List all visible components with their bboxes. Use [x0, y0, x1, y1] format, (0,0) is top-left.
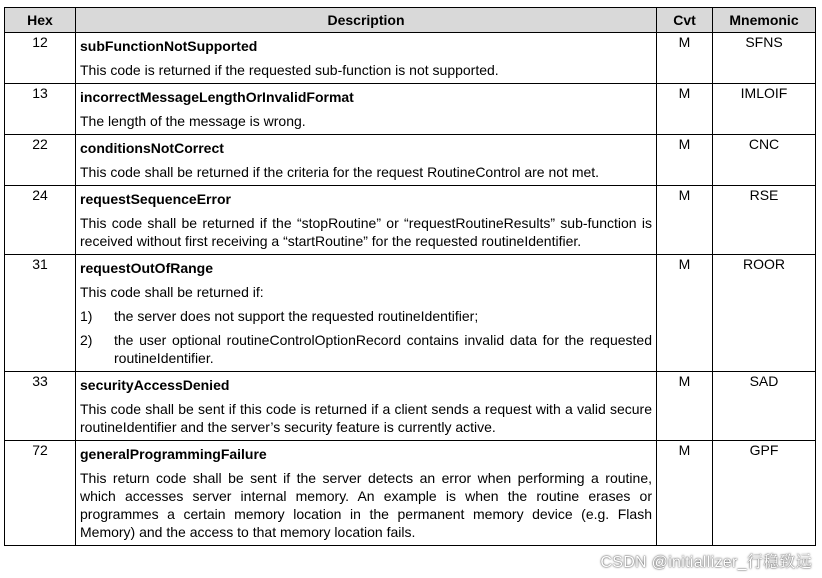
code-name: requestSequenceError [80, 191, 231, 207]
hex-cell: 31 [5, 255, 76, 372]
code-name: incorrectMessageLengthOrInvalidFormat [80, 89, 354, 105]
watermark: CSDN @initiallizer_行稳致远 [600, 554, 812, 571]
header-description: Description [76, 8, 657, 33]
code-name: securityAccessDenied [80, 377, 230, 393]
mnemonic-cell: IMLOIF [713, 84, 816, 135]
mnemonic-cell: GPF [713, 441, 816, 546]
description-cell [76, 135, 657, 186]
description-cell [76, 441, 657, 546]
mnemonic-cell: CNC [713, 135, 816, 186]
table-row [5, 135, 816, 186]
hex-cell: 72 [5, 441, 76, 546]
cvt-cell: M [657, 255, 713, 372]
description-cell [76, 84, 657, 135]
nrc-table [4, 7, 816, 546]
table-row [5, 84, 816, 135]
code-description: This return code shall be sent if the server detects an error when performing a routine, which accesses server internal memory. An example is when the routine erases or programmes a certain memory location in the permanent memory device (e.g. Flash Memory) and the access to that memory location fails. [80, 470, 652, 540]
header-row [5, 8, 816, 33]
mnemonic-cell: ROOR [713, 255, 816, 372]
description-cell [76, 255, 657, 372]
cvt-cell: M [657, 441, 713, 546]
cvt-cell: M [657, 135, 713, 186]
header-mnemonic: Mnemonic [713, 8, 816, 33]
mnemonic-cell: RSE [713, 186, 816, 255]
cvt-cell: M [657, 186, 713, 255]
list-item-text: the server does not support the requested routineIdentifier; [114, 308, 479, 324]
code-name: generalProgrammingFailure [80, 446, 267, 462]
hex-cell: 12 [5, 33, 76, 84]
cvt-cell: M [657, 84, 713, 135]
list-item-number: 2) [80, 332, 93, 348]
header-hex: Hex [5, 8, 76, 33]
description-cell [76, 372, 657, 441]
table-row [5, 255, 816, 372]
header-cvt: Cvt [657, 8, 713, 33]
code-description: This code is returned if the requested sub-function is not supported. [80, 62, 499, 78]
table-row [5, 372, 816, 441]
code-description: This code shall be returned if: [80, 284, 264, 300]
table-row [5, 186, 816, 255]
mnemonic-cell: SAD [713, 372, 816, 441]
code-description: This code shall be sent if this code is returned if a client sends a request with a valid secure routineIdentifier and the server’s security feature is currently active. [80, 401, 652, 435]
description-cell [76, 186, 657, 255]
code-name: requestOutOfRange [80, 260, 214, 276]
list-item [80, 331, 652, 367]
code-name: conditionsNotCorrect [80, 140, 224, 156]
list-item [80, 307, 652, 325]
mnemonic-cell: SFNS [713, 33, 816, 84]
hex-cell: 22 [5, 135, 76, 186]
table-row [5, 33, 816, 84]
table-row [5, 441, 816, 546]
code-name: subFunctionNotSupported [80, 38, 258, 54]
cvt-cell: M [657, 33, 713, 84]
code-description: This code shall be returned if the criteria for the request RoutineControl are not met. [80, 164, 600, 180]
cvt-cell: M [657, 372, 713, 441]
hex-cell: 13 [5, 84, 76, 135]
code-description: The length of the message is wrong. [80, 113, 306, 129]
hex-cell: 33 [5, 372, 76, 441]
list-item-number: 1) [80, 308, 93, 324]
description-cell [76, 33, 657, 84]
hex-cell: 24 [5, 186, 76, 255]
list-item-text: the user optional routineControlOptionRecord contains invalid data for the requested routineIdentifier. [114, 332, 652, 366]
code-description: This code shall be returned if the “stopRoutine” or “requestRoutineResults” sub-function is received without first receiving a “startRoutine” for the requested routineIdentifier. [80, 215, 652, 249]
